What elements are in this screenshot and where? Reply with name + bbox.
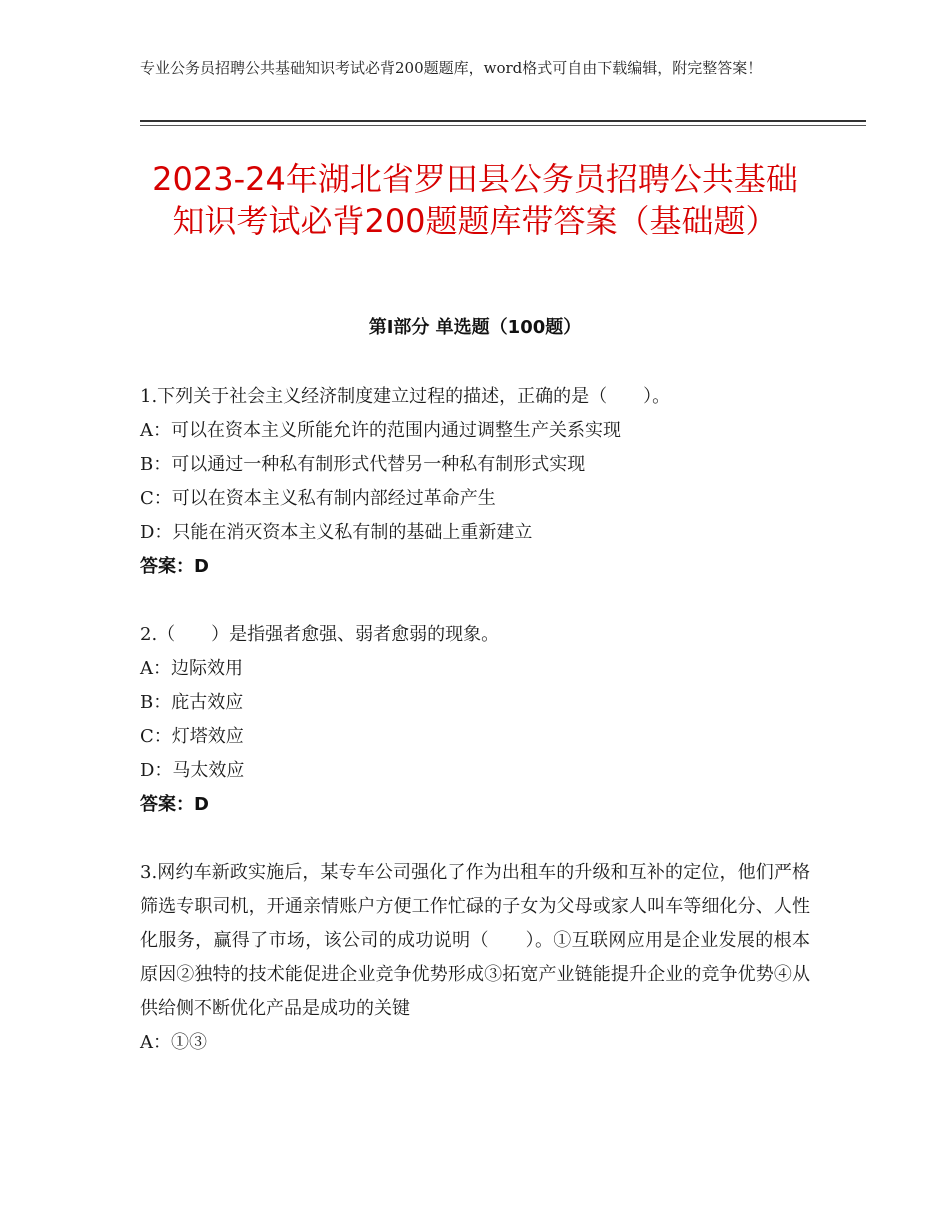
question-stem: 2.（ ）是指强者愈强、弱者愈弱的现象。 [140, 624, 500, 645]
question-1 [140, 380, 810, 584]
section-title: 第Ⅰ部分 单选题（100题） [368, 317, 582, 338]
header-note: 专业公务员招聘公共基础知识考试必背200题题库，word格式可自由下载编辑，附完整答案！ [140, 59, 763, 77]
question-2 [140, 618, 810, 822]
option-c: C：可以在资本主义私有制内部经过革命产生 [140, 488, 496, 509]
option-a: A：①③ [140, 1032, 207, 1053]
option-d: D：只能在消灭资本主义私有制的基础上重新建立 [140, 522, 533, 543]
answer: 答案：D [140, 794, 209, 815]
option-d: D：马太效应 [140, 760, 245, 781]
option-b: B：可以通过一种私有制形式代替另一种私有制形式实现 [140, 454, 586, 475]
option-b: B：庇古效应 [140, 692, 244, 713]
question-stem: 1.下列关于社会主义经济制度建立过程的描述，正确的是（ ）。 [140, 386, 671, 407]
header-divider-thick [140, 120, 866, 122]
option-a: A：边际效用 [140, 658, 243, 679]
answer: 答案：D [140, 556, 209, 577]
document-title: 2023-24年湖北省罗田县公务员招聘公共基础知识考试必背200题题库带答案（基础题） [152, 160, 798, 240]
option-c: C：灯塔效应 [140, 726, 244, 747]
option-a: A：可以在资本主义所能允许的范围内通过调整生产关系实现 [140, 420, 621, 441]
question-3 [140, 856, 810, 1060]
question-stem: 3.网约车新政实施后，某专车公司强化了作为出租车的升级和互补的定位，他们严格筛选专职司机，开通亲情账户方便工作忙碌的子女为父母或家人叫车等细化分、人性化服务，赢得了市场，该公司的成功说明（ ）。①互联网应用是企业发展的根本原因②独特的技术能促进企业竞争优势形成③拓宽产业链能提升企业的竞争优势④从供给侧不断优化产品是成功的关键 [140, 862, 810, 1019]
header-divider-thin [140, 125, 866, 126]
